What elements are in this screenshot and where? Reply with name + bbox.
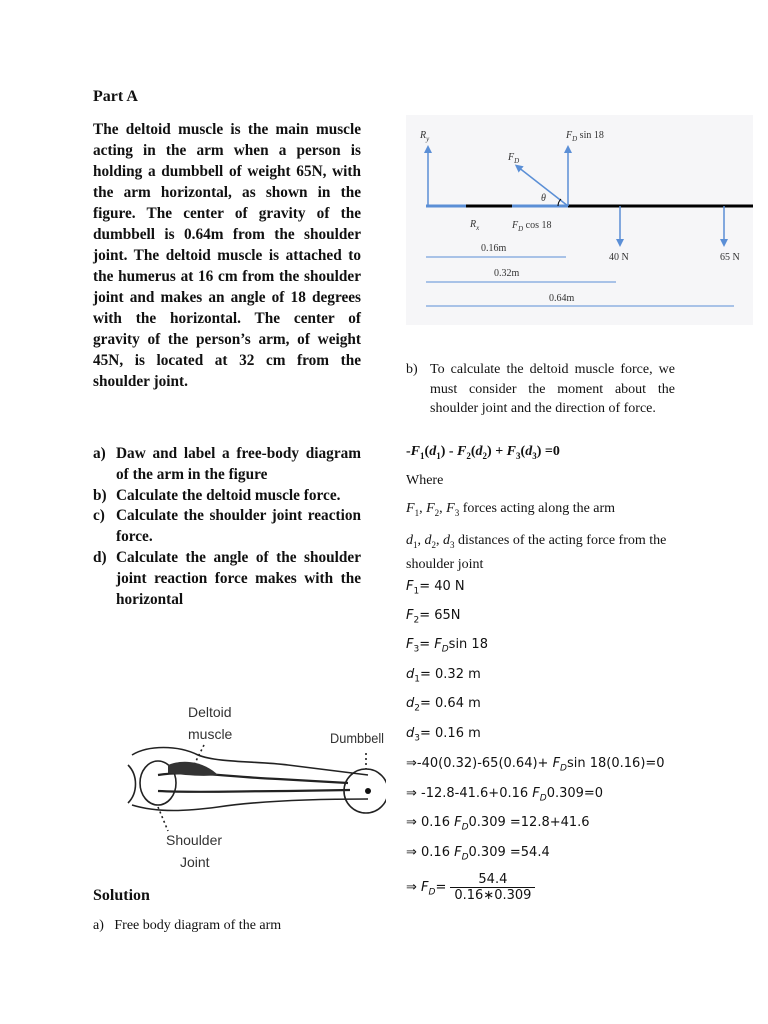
question-d-label: d) bbox=[93, 548, 107, 566]
question-a-text: Daw and label a free-body diagram of the arm in the figure bbox=[116, 445, 361, 483]
rx-label: $R_x$ bbox=[470, 219, 480, 232]
theta-label: θ bbox=[541, 193, 546, 204]
fd-label: $F_D$ bbox=[508, 152, 520, 165]
shoulder-label-2: Joint bbox=[180, 854, 210, 870]
solution-a-label: a) bbox=[93, 918, 104, 933]
question-a-label: a) bbox=[93, 445, 106, 462]
forearm-bone bbox=[158, 790, 350, 792]
d1-value: $d_1= 0.32$ m bbox=[406, 667, 481, 685]
d2-value: $d_2= 0.64$ m bbox=[406, 696, 481, 714]
f1-value: $F_1= 40$ N bbox=[406, 579, 465, 597]
part-b-text: To calculate the deltoid muscle force, we must consider the moment about the shoulder joint and the direction of force. bbox=[430, 362, 675, 416]
part-b-label: b) bbox=[406, 362, 418, 377]
step-5: ⇒ $F_D=$ $\frac{54.4}{0.16∗0.309}$ bbox=[406, 872, 535, 903]
question-d-text: Calculate the angle of the shoulder joint reaction force makes with the horizontal bbox=[116, 548, 361, 608]
f3-value: $F_3= F_D\sin$ 18 bbox=[406, 637, 488, 655]
solution-title: Solution bbox=[93, 887, 150, 904]
dumbbell-label: Dumbbell bbox=[330, 730, 384, 746]
arm-illustration bbox=[118, 695, 386, 880]
part-b-paragraph bbox=[406, 360, 675, 419]
arm-upper-outline bbox=[132, 748, 368, 776]
distances-definition: $d_1$, $d_2$, $d_3$ distances of the acting force from the shoulder joint bbox=[406, 533, 667, 572]
scapula bbox=[128, 765, 136, 803]
question-c-text: Calculate the shoulder joint reaction force. bbox=[116, 507, 361, 546]
fd-sin-label: $F_D$ sin 18 bbox=[566, 130, 604, 143]
fraction bbox=[450, 872, 535, 903]
part-a-title: Part A bbox=[93, 88, 138, 105]
dumbbell-center bbox=[365, 788, 371, 794]
d2-label: 0.32m bbox=[494, 268, 520, 279]
step-2: ⇒ -12.8-41.6+0.16 $F_D0.309=0$ bbox=[406, 786, 604, 804]
question-a bbox=[93, 444, 361, 486]
question-b-label: b) bbox=[93, 486, 107, 504]
solution-a bbox=[93, 918, 281, 934]
f2-value: $F_2= 65N$ bbox=[406, 608, 461, 626]
arm-lower-outline bbox=[132, 799, 368, 811]
problem-statement: The deltoid muscle is the main muscle acting in the arm when a person is holding a dumbbell of weight 65N, with the arm horizontal, as shown in the figure. The center of gravity of the dumbbell is 0.64m from the shoulder joint. The deltoid muscle is attached to the humerus at 16 cm from the shoulder joint and makes an angle of 18 degrees with the horizontal. The center of gravity of the person’s arm, of weight 45N, is located at 32 cm from the shoulder joint. bbox=[93, 121, 361, 390]
d3-value: $d_3= 0.16$ m bbox=[406, 726, 481, 744]
question-d bbox=[93, 548, 361, 610]
d3-label: 0.64m bbox=[549, 293, 575, 304]
step-1: ⇒-40(0.32)-65(0.64)+ $F_D\sin$ 18(0.16)=0 bbox=[406, 756, 665, 774]
ry-label: $R_y$ bbox=[420, 130, 430, 143]
question-b-text: Calculate the deltoid muscle force. bbox=[116, 486, 341, 504]
deltoid-label-2: muscle bbox=[188, 726, 233, 742]
free-body-diagram bbox=[406, 115, 753, 325]
question-list bbox=[93, 444, 361, 610]
moment-equation: $-F_1(d_1) - F_2(d_2) + F_3(d_3) =0$ bbox=[406, 444, 560, 461]
d1-label: 0.16m bbox=[481, 243, 507, 254]
weight-40n-label: 40 N bbox=[609, 252, 629, 263]
deltoid-label-1: Deltoid bbox=[188, 704, 232, 720]
forces-definition: $F_1$, $F_2$, $F_3$ forces acting along the arm bbox=[406, 501, 616, 518]
shoulder-label-1: Shoulder bbox=[166, 832, 223, 848]
step-3: ⇒ 0.16 $F_D0.309 =12.8+41.6$ bbox=[406, 815, 590, 833]
question-c bbox=[93, 506, 361, 548]
deltoid-leader bbox=[194, 745, 204, 765]
weight-65n-label: 65 N bbox=[720, 252, 740, 263]
deltoid-muscle-shape bbox=[168, 762, 218, 776]
question-b bbox=[93, 486, 361, 507]
fraction-numerator: 54.4 bbox=[450, 872, 535, 888]
fraction-denominator: 0.16∗0.309 bbox=[454, 888, 532, 903]
step-4: ⇒ 0.16 $F_D0.309 =54.4$ bbox=[406, 845, 550, 863]
question-c-label: c) bbox=[93, 507, 105, 525]
fd-cos-label: $F_D$ cos 18 bbox=[512, 220, 552, 233]
where-label: Where bbox=[406, 473, 444, 488]
solution-a-text: Free body diagram of the arm bbox=[114, 918, 282, 933]
